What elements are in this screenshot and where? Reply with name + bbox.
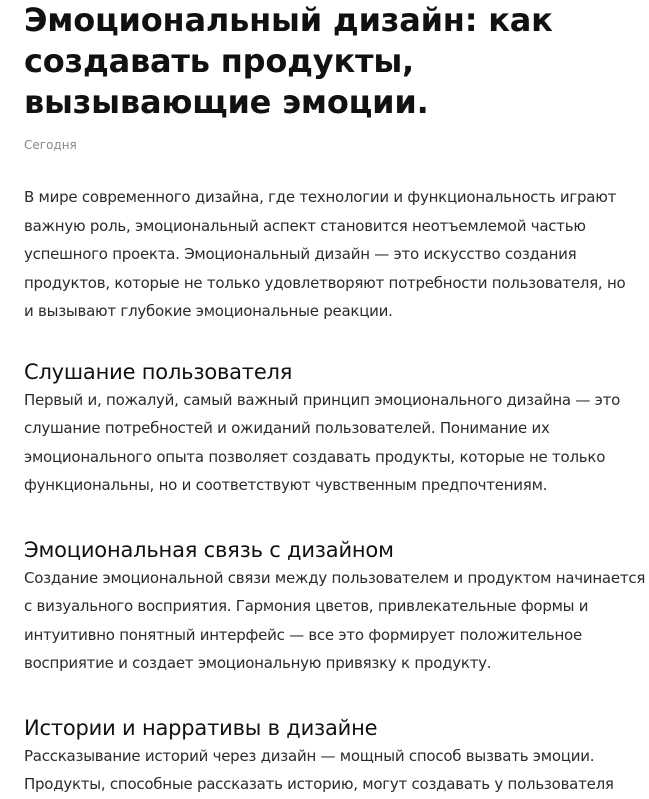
section-heading: Слушание пользователя — [24, 359, 293, 384]
paragraph-line: эмоционального опыта позволяет создавать продукты, которые не только — [24, 447, 606, 466]
paragraph-line: Продукты, способные рассказать историю, могут создавать у пользователя — [24, 775, 614, 793]
article-title: Эмоциональный дизайн: как создавать продукты, вызывающие эмоции. — [24, 1, 553, 121]
paragraph-line: слушание потребностей и ожиданий пользователей. Понимание их — [24, 419, 550, 437]
section-emotional-connection — [24, 536, 649, 678]
section-heading: Истории и нарративы в дизайне — [24, 715, 378, 740]
paragraph-line: Первый и, пожалуй, самый важный принцип эмоционального дизайна — это — [24, 390, 621, 409]
article — [24, 0, 649, 799]
paragraph-line: Рассказывание историй через дизайн — мощный способ вызвать эмоции. — [24, 746, 595, 765]
section-listening-to-user — [24, 358, 649, 500]
section-stories-and-narratives — [24, 714, 649, 799]
section-heading: Эмоциональная связь с дизайном — [24, 537, 394, 562]
paragraph-line: интуитивно понятный интерфейс — все это формирует положительное — [24, 625, 582, 644]
article-date: Сегодня — [24, 138, 77, 152]
paragraph-line: с визуального восприятия. Гармония цветов, привлекательные формы и — [24, 597, 589, 615]
article-intro: В мире современного дизайна, где технологии и функциональность играют важную роль, эмоциональный аспект становится неотъемлемой частью успешного проекта. Эмоциональный дизайн — это искусство создания продуктов, которые не только удовлетворяют потребности пользователя, но и вызывают глубокие эмоциональные реакции. — [24, 188, 626, 320]
paragraph-line: Создание эмоциональной связи между пользователем и продуктом начинается — [24, 568, 646, 587]
paragraph-line: восприятие и создает эмоциональную привязку к продукту. — [24, 654, 492, 672]
paragraph-line: функциональны, но и соответствуют чувственным предпочтениям. — [24, 476, 548, 494]
